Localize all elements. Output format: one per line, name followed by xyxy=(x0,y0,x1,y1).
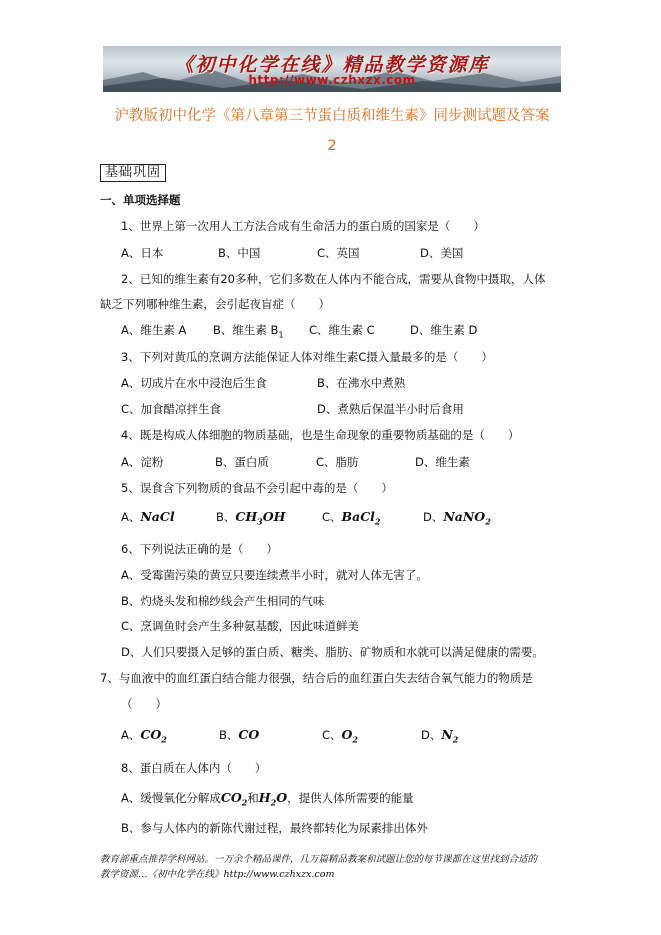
question-5-option-a[interactable] xyxy=(121,509,175,525)
question-5-option-d-label: D、 xyxy=(423,510,444,524)
question-2-option-d[interactable]: D、维生素 D xyxy=(410,323,478,337)
question-7-option-a[interactable] xyxy=(121,727,167,745)
question-7-option-a-formula-subscript: 2 xyxy=(161,734,167,745)
footer-link[interactable]: http://www.czhxzx.com xyxy=(223,869,335,880)
question-1-stem: 1、世界上第一次用人工方法合成有生命活力的蛋白质的国家是（ ） xyxy=(121,219,485,233)
question-5-option-c-label: C、 xyxy=(322,510,342,524)
question-7-option-a-formula-part1: CO xyxy=(140,727,162,742)
question-5-option-b-formula-part1: CH xyxy=(235,509,258,524)
question-5-option-c-formula-part1: BaCl xyxy=(341,509,375,524)
question-5-option-b-formula-subscript: 3 xyxy=(257,516,263,527)
question-5-option-d-formula-subscript: 2 xyxy=(485,516,491,527)
question-3-stem: 3、下列对黄瓜的烹调方法能保证人体对维生素C摄入量最多的是（ ） xyxy=(121,350,493,364)
document-title xyxy=(96,101,568,161)
question-6-option-b[interactable]: B、灼烧头发和棉纱线会产生相同的气味 xyxy=(121,594,325,608)
question-7-option-d-formula xyxy=(441,727,459,745)
question-6-option-a[interactable]: A、受霉菌污染的黄豆只要连续煮半小时，就对人体无害了。 xyxy=(121,568,428,582)
question-5-option-d-formula-part1: NaNO xyxy=(443,509,486,524)
question-7-option-c-label: C、 xyxy=(322,728,342,742)
question-5-option-d-formula xyxy=(443,509,491,527)
footer-line2-text: 教学资源…《初中化学在线》 xyxy=(100,869,224,880)
question-5-option-b-formula-part2: OH xyxy=(262,509,286,524)
question-4-option-d[interactable]: D、维生素 xyxy=(415,455,470,469)
question-7-option-b[interactable] xyxy=(219,727,259,743)
question-8-option-a-h2o-h: H xyxy=(258,790,271,805)
question-8-option-a-text: A、缓慢氧化分解成 xyxy=(121,791,221,805)
question-7-option-a-label: A、 xyxy=(121,728,141,742)
page-footer xyxy=(100,852,570,882)
question-2-option-a[interactable]: A、维生素 A xyxy=(121,323,187,337)
question-7-option-c-formula xyxy=(341,727,358,745)
question-8-option-a-h2o-subscript: 2 xyxy=(270,797,277,808)
question-7-option-b-label: B、 xyxy=(219,728,239,742)
question-1-option-b[interactable]: B、中国 xyxy=(218,246,261,260)
question-5-stem: 5、误食含下列物质的食品不会引起中毒的是（ ） xyxy=(121,481,393,495)
document-title-line1: 沪教版初中化学《第八章第三节蛋白质和维生素》同步测试题及答案 xyxy=(114,108,550,124)
question-8-stem: 8、蛋白质在人体内（ ） xyxy=(121,761,267,775)
question-2-stem-line2: 缺乏下列哪种维生素，会引起夜盲症（ ） xyxy=(100,297,330,311)
question-8-option-a-formula-co2 xyxy=(220,790,248,808)
question-7-option-a-formula xyxy=(140,727,167,745)
question-7-option-b-formula: CO xyxy=(238,727,260,742)
question-7-stem-line2: （ ） xyxy=(121,697,167,711)
document-title-line2: 2 xyxy=(327,138,337,154)
header-banner xyxy=(103,46,561,92)
question-5-option-a-label: A、 xyxy=(121,510,141,524)
question-7-option-d-label: D、 xyxy=(421,728,442,742)
question-5-option-c[interactable] xyxy=(322,509,380,527)
question-4-stem: 4、既是构成人体细胞的物质基础，也是生命现象的重要物质基础的是（ ） xyxy=(121,428,520,442)
question-4-option-b[interactable]: B、蛋白质 xyxy=(215,455,269,469)
question-8-option-b[interactable]: B、参与人体内的新陈代谢过程，最终都转化为尿素排出体外 xyxy=(121,821,428,835)
question-8-option-a-co2-subscript: 2 xyxy=(241,797,248,808)
question-7-stem-line1: 7、与血液中的血红蛋白结合能力很强，结合后的血红蛋白失去结合氧气能力的物质是 xyxy=(100,671,533,685)
question-7-option-c-formula-subscript: 2 xyxy=(352,734,358,745)
question-8-option-a-h2o-o: O xyxy=(276,790,288,805)
question-4-option-a[interactable]: A、淀粉 xyxy=(121,455,164,469)
question-5-option-b-formula xyxy=(235,509,286,527)
question-7-option-c-formula-part1: O xyxy=(341,727,353,742)
section-heading: 一、单项选择题 xyxy=(100,193,181,207)
question-8-option-a-formula-h2o xyxy=(258,790,288,808)
question-5-option-b[interactable] xyxy=(216,509,285,527)
question-8-option-a[interactable] xyxy=(121,790,414,808)
question-5-option-b-label: B、 xyxy=(216,510,236,524)
question-1-option-c[interactable]: C、英国 xyxy=(317,246,360,260)
footer-line2 xyxy=(100,867,570,882)
question-8-option-a-tail: ，提供人体所需要的能量 xyxy=(287,791,414,805)
question-3-option-a[interactable]: A、切成片在水中浸泡后生食 xyxy=(121,376,267,390)
question-2-option-c[interactable]: C、维生素 C xyxy=(309,323,375,337)
footer-line1: 教育部重点推荐学科网站。一万余个精品课件，几万篇精品教案和试题让您的每节课都在这里找到合适的 xyxy=(100,854,538,865)
question-7-option-d[interactable] xyxy=(421,727,458,745)
question-2-option-b-subscript: 1 xyxy=(278,330,284,340)
question-7-option-d-formula-subscript: 2 xyxy=(452,734,459,745)
question-4-option-c[interactable]: C、脂肪 xyxy=(316,455,359,469)
question-2-stem-line1: 2、已知的维生素有20多种，它们多数在人体内不能合成，需要从食物中摄取，人体 xyxy=(121,272,546,286)
question-6-stem: 6、下列说法正确的是（ ） xyxy=(121,542,278,556)
question-8-option-a-conjunction: 和 xyxy=(247,791,259,805)
question-2-option-b[interactable] xyxy=(213,322,284,339)
banner-title: 《初中化学在线》精品教学资源库 xyxy=(174,54,490,76)
section-tag: 基础巩固 xyxy=(100,164,166,182)
question-8-option-a-co2-base: CO xyxy=(220,790,242,805)
question-1-option-a[interactable]: A、日本 xyxy=(121,246,164,260)
question-2-option-b-text: B、维生素 B xyxy=(213,323,279,337)
banner-url[interactable]: http://www.czhxzx.com xyxy=(248,73,416,87)
question-1-option-d[interactable]: D、美国 xyxy=(420,246,464,260)
question-3-option-c[interactable]: C、加食醋凉拌生食 xyxy=(121,402,222,416)
question-7-option-d-formula-part1: N xyxy=(441,727,453,742)
question-6-option-c[interactable]: C、烹调鱼时会产生多种氨基酸，因此味道鲜美 xyxy=(121,619,360,633)
question-5-option-c-formula xyxy=(341,509,381,527)
question-5-option-c-formula-subscript: 2 xyxy=(374,516,381,527)
question-3-option-b[interactable]: B、在沸水中煮熟 xyxy=(317,376,406,390)
question-6-option-d[interactable]: D、人们只要摄入足够的蛋白质、糖类、脂肪、矿物质和水就可以满足健康的需要。 xyxy=(121,645,544,659)
question-3-option-d[interactable]: D、煮熟后保温半小时后食用 xyxy=(317,402,464,416)
question-5-option-a-formula: NaCl xyxy=(140,509,175,524)
question-5-option-d[interactable] xyxy=(423,509,491,527)
question-7-option-c[interactable] xyxy=(322,727,358,745)
